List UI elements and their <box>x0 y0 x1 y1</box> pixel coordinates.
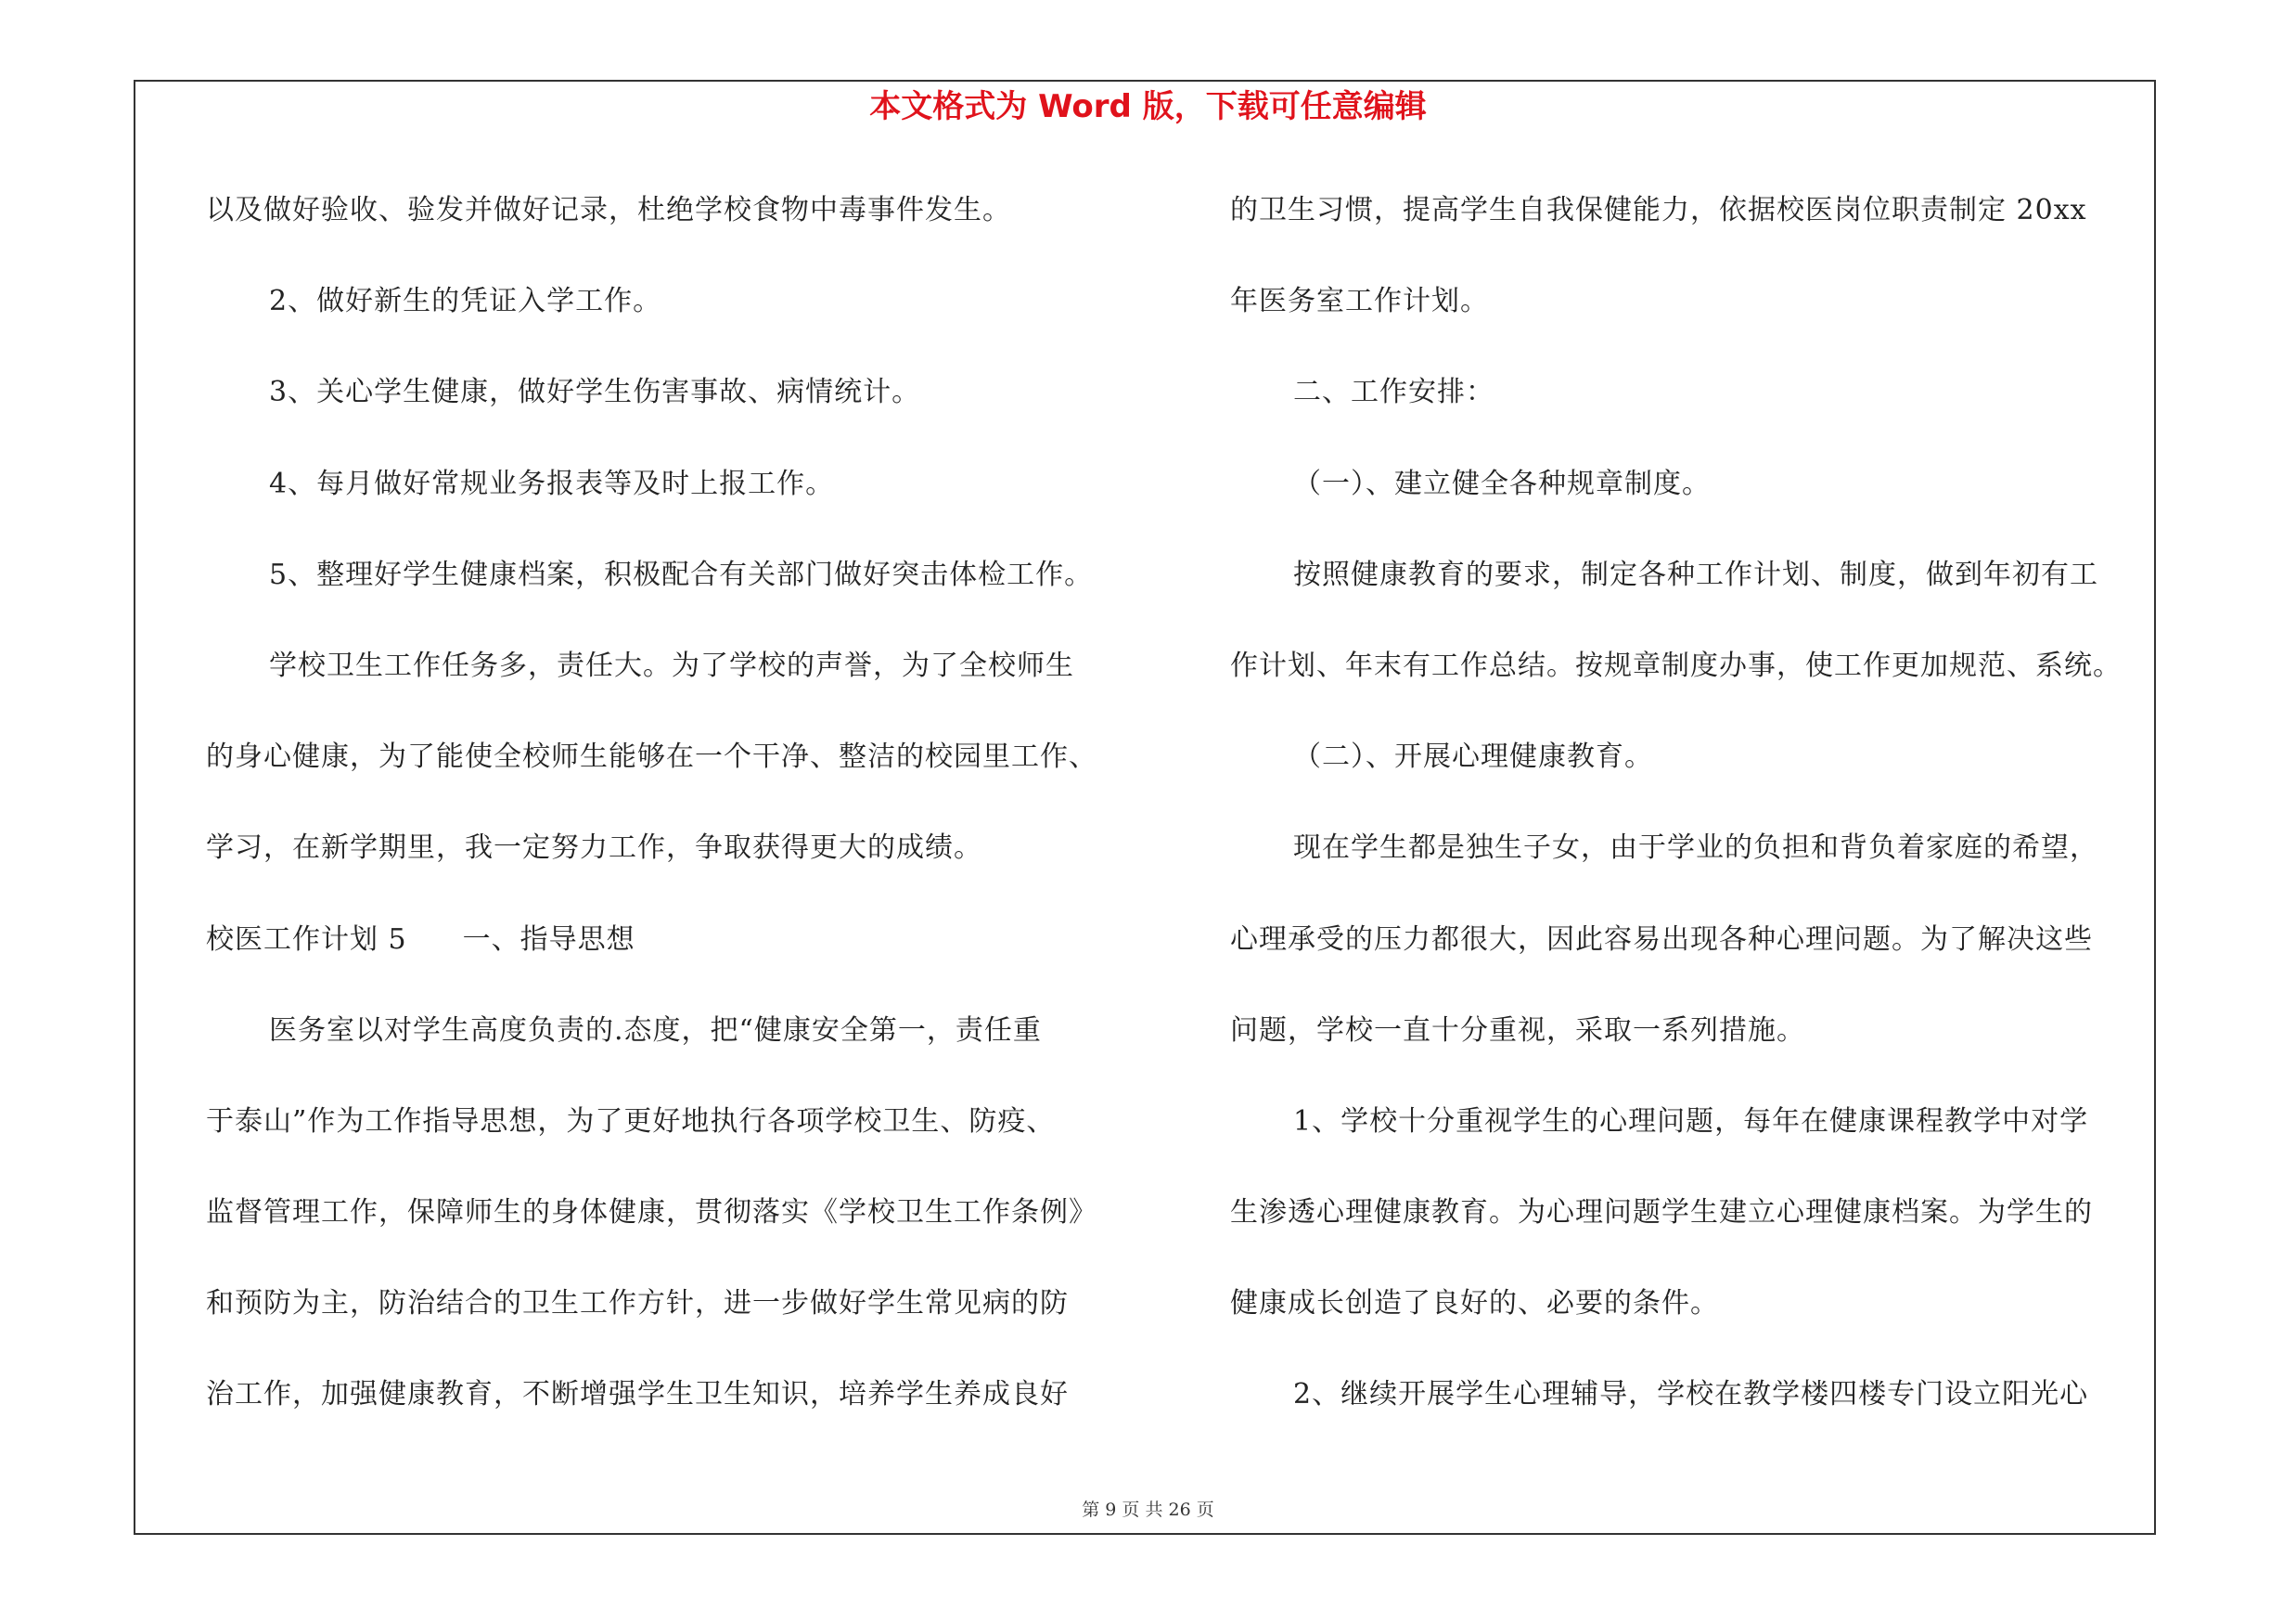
text-line: 治工作，加强健康教育，不断增强学生卫生知识，培养学生养成良好 <box>206 1378 1069 1411</box>
text-line: 年医务室工作计划。 <box>1230 285 1489 318</box>
text-line: 1、学校十分重视学生的心理问题，每年在健康课程教学中对学 <box>1293 1104 2089 1138</box>
section-subtitle: 一、指导思想 <box>462 922 635 956</box>
text-line: 的卫生习惯，提高学生自我保健能力，依据校医岗位职责制定 20xx <box>1230 194 2087 226</box>
text-line: 现在学生都是独生子女，由于学业的负担和背负着家庭的希望， <box>1293 831 2098 865</box>
text-line: 3、关心学生健康，做好学生伤害事故、病情统计。 <box>269 376 921 409</box>
text-line: 问题，学校一直十分重视，采取一系列措施。 <box>1230 1013 1805 1047</box>
text-line: 二、工作安排： <box>1293 376 1494 409</box>
text-line: 心理承受的压力都很大，因此容易出现各种心理问题。为了解决这些 <box>1230 922 2093 956</box>
text-line: 于泰山”作为工作指导思想，为了更好地执行各项学校卫生、防疫、 <box>206 1104 1056 1138</box>
text-line: 的身心健康，为了能使全校师生能够在一个干净、整洁的校园里工作、 <box>206 741 1097 774</box>
text-line: 2、继续开展学生心理辅导，学校在教学楼四楼专门设立阳光心 <box>1293 1378 2089 1411</box>
page-footer: 第 9 页 共 26 页 <box>1082 1500 1214 1520</box>
text-line: 医务室以对学生高度负责的.态度，把“健康安全第一，责任重 <box>269 1013 1042 1047</box>
text-line: 监督管理工作，保障师生的身体健康，贯彻落实《学校卫生工作条例》 <box>206 1196 1097 1230</box>
text-line: 和预防为主，防治结合的卫生工作方针，进一步做好学生常见病的防 <box>206 1287 1069 1320</box>
text-line: （一）、建立健全各种规章制度。 <box>1293 467 1711 500</box>
text-line: 学校卫生工作任务多，责任大。为了学校的声誉，为了全校师生 <box>269 649 1074 682</box>
right-column <box>1230 187 2167 1463</box>
section-heading <box>206 917 1171 1008</box>
text-line: 5、整理好学生健康档案，积极配合有关部门做好突击体检工作。 <box>269 558 1094 591</box>
text-line: 作计划、年末有工作总结。按规章制度办事，使工作更加规范、系统。 <box>1230 649 2122 682</box>
text-line: 2、做好新生的凭证入学工作。 <box>269 285 662 318</box>
text-line: （二）、开展心理健康教育。 <box>1293 741 1653 774</box>
text-line: 生渗透心理健康教育。为心理问题学生建立心理健康档案。为学生的 <box>1230 1196 2093 1230</box>
left-column <box>206 187 1171 1463</box>
text-line: 健康成长创造了良好的、必要的条件。 <box>1230 1287 1719 1320</box>
section-title: 校医工作计划 5 <box>206 922 407 956</box>
format-banner: 本文格式为 Word 版，下载可任意编辑 <box>869 88 1427 125</box>
text-line: 学习，在新学期里，我一定努力工作，争取获得更大的成绩。 <box>206 831 982 865</box>
text-line: 4、每月做好常规业务报表等及时上报工作。 <box>269 467 835 500</box>
text-line: 以及做好验收、验发并做好记录，杜绝学校食物中毒事件发生。 <box>206 194 1011 226</box>
text-line: 按照健康教育的要求，制定各种工作计划、制度，做到年初有工 <box>1293 558 2098 591</box>
